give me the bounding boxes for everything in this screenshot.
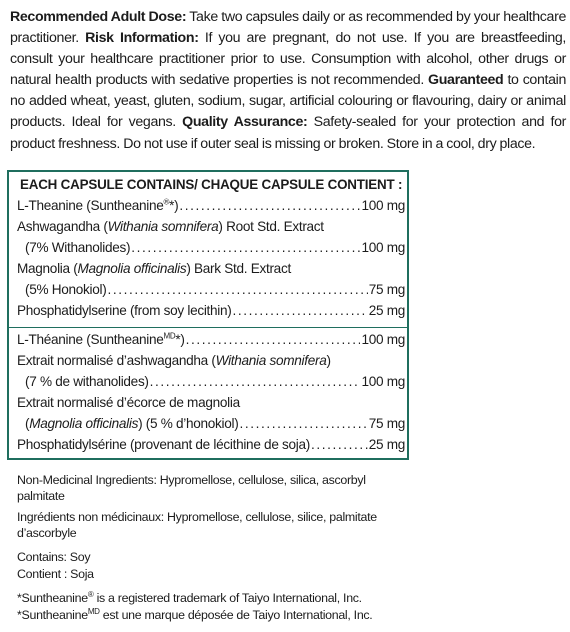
- ps-fr-amount: 25 mg: [368, 437, 405, 452]
- ashwa-en-latin: Withania somnifera: [107, 219, 219, 234]
- contains-en: Contains: Soy: [17, 550, 91, 564]
- trademark-en: [17, 590, 437, 606]
- row-theanine-fr: [17, 332, 405, 352]
- magnolia-fr-latin: Magnolia officinalis: [29, 416, 139, 431]
- theanine-en-name: L-Theanine (Suntheanine: [17, 198, 164, 213]
- row-ashwa-fr-2: [25, 374, 405, 394]
- row-ashwa-en-1: [17, 219, 405, 239]
- row-magnolia-fr-1: [17, 395, 405, 415]
- theanine-en-amount: 100 mg: [361, 198, 405, 213]
- tm-fr-a: *Suntheanine: [17, 608, 88, 622]
- dot-leader: [150, 374, 361, 389]
- magnolia-fr-a: (: [25, 416, 30, 431]
- nmi-en: Non-Medicinal Ingredients: Hypromellose, cellulose, silica, ascorbyl palmitate: [17, 473, 366, 503]
- ps-en-amount: 25 mg: [368, 303, 405, 318]
- ashwa-fr-a: Extrait normalisé d’ashwagandha (: [17, 353, 216, 368]
- ashwa-fr-amount: 100 mg: [361, 374, 405, 389]
- nmi-fr: Ingrédients non médicinaux: Hypromellose, cellulose, silice, palmitate d’ascorbyle: [17, 510, 377, 540]
- tm-fr-sup: MD: [87, 606, 100, 616]
- ashwa-en-amount: 100 mg: [361, 240, 405, 255]
- guaranteed-label: Guaranteed: [428, 72, 504, 89]
- ps-en-name: Phosphatidylserine (from soy lecithin): [17, 303, 232, 318]
- ingredients-box: [7, 170, 409, 460]
- ashwa-fr-line2: (7 % de withanolides): [25, 374, 149, 389]
- quality-text: Safety-sealed for your protection and for product freshness. Do not use if outer seal is missing or broken. Store in a cool, dry place.: [10, 114, 566, 152]
- row-ps-en: [17, 303, 405, 323]
- magnolia-en-latin: Magnolia officinalis: [77, 261, 187, 276]
- dose-label: Recommended Adult Dose:: [10, 9, 187, 25]
- theanine-fr-sup: MD: [163, 331, 176, 341]
- ps-fr-name: Phosphatidylsérine (provenant de lécithine de soja): [17, 437, 311, 452]
- magnolia-en-b: ) Bark Std. Extract: [186, 261, 291, 276]
- row-magnolia-en-2: [25, 282, 405, 302]
- ashwa-fr-b: ): [326, 353, 331, 368]
- quality-label: Quality Assurance:: [182, 114, 308, 131]
- magnolia-en-line2: (5% Honokiol): [25, 282, 107, 297]
- ashwa-en-a: Ashwagandha (: [17, 219, 108, 234]
- magnolia-en-a: Magnolia (: [17, 261, 78, 276]
- dot-leader: [131, 240, 360, 255]
- dot-leader: [107, 282, 367, 297]
- tm-fr-b: est une marque déposée de Taiyo International, Inc.: [99, 608, 373, 622]
- dot-leader: [233, 303, 368, 318]
- ashwa-fr-latin: Withania somnifera: [215, 353, 327, 368]
- row-ps-fr: [17, 437, 405, 457]
- row-theanine-en: [17, 198, 405, 218]
- magnolia-en-amount: 75 mg: [368, 282, 405, 297]
- theanine-en-sup: ®: [163, 197, 170, 207]
- theanine-fr-end: *): [175, 332, 185, 347]
- contains-fr: Contient : Soja: [17, 567, 94, 581]
- theanine-fr-name: L-Théanine (Suntheanine: [17, 332, 164, 347]
- row-magnolia-fr-2: [25, 416, 405, 436]
- guaranteed-text: to contain no added wheat, yeast, gluten, sodium, sugar, artificial colouring or flavouring, dairy or animal products. Ideal for vegans.: [10, 72, 566, 131]
- directions-paragraph: [10, 7, 566, 155]
- row-ashwa-en-2: [25, 240, 405, 260]
- tm-en-sup: ®: [87, 589, 94, 599]
- magnolia-fr-amount: 75 mg: [368, 416, 405, 431]
- row-ashwa-fr-1: [17, 353, 405, 373]
- tm-en-a: *Suntheanine: [17, 591, 88, 605]
- risk-label: Risk Information:: [85, 30, 199, 47]
- section-divider: [9, 327, 407, 328]
- theanine-fr-amount: 100 mg: [361, 332, 405, 347]
- dot-leader: [186, 332, 361, 347]
- ashwa-en-line2: (7% Withanolides): [25, 240, 131, 255]
- magnolia-fr-b: ) (5 % d’honokiol): [138, 416, 239, 431]
- trademark-fr: [17, 607, 437, 623]
- risk-text: If you are pregnant, do not use. If you are breastfeeding, consult your healthcare practitioner prior to use. Consumption with alcohol, other drugs or natural health products with sedative properties is not recommended.: [10, 30, 567, 89]
- dot-leader: [179, 198, 360, 213]
- tm-en-b: is a registered trademark of Taiyo International, Inc.: [93, 591, 362, 605]
- ashwa-en-b: ) Root Std. Extract: [218, 219, 324, 234]
- dot-leader: [239, 416, 367, 431]
- row-magnolia-en-1: [17, 261, 405, 281]
- theanine-en-end: *): [169, 198, 179, 213]
- dot-leader: [311, 437, 368, 452]
- magnolia-fr-line1: Extrait normalisé d’écorce de magnolia: [17, 395, 240, 410]
- box-title: EACH CAPSULE CONTAINS/ CHAQUE CAPSULE CONTIENT :: [20, 177, 403, 192]
- dose-text: Take two capsules daily or as recommended by your healthcare practitioner.: [10, 9, 566, 47]
